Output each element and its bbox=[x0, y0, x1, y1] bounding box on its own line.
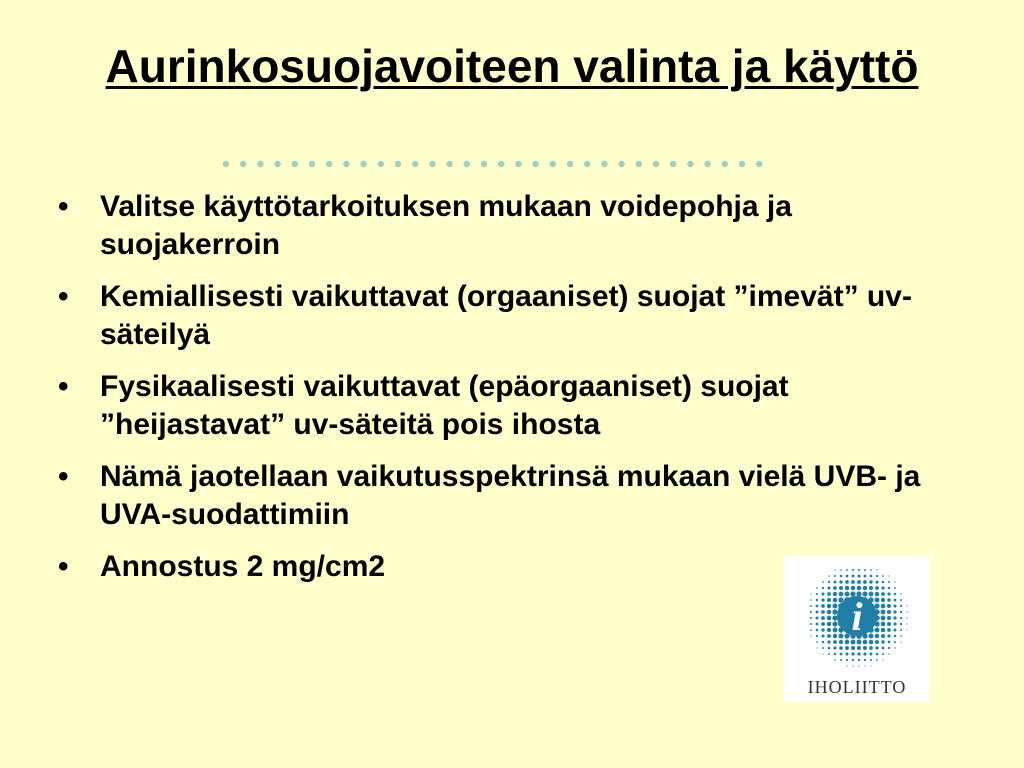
bullet-marker: • bbox=[58, 460, 69, 493]
bullet-marker: • bbox=[58, 190, 69, 223]
info-halftone-icon bbox=[784, 556, 930, 676]
bullet-marker: • bbox=[58, 280, 69, 313]
bullet-text: Kemiallisesti vaikuttavat (orgaaniset) suojat ”imevät” uv-säteilyä bbox=[100, 280, 912, 351]
bullet-marker: • bbox=[58, 370, 69, 403]
bullet-list bbox=[58, 188, 958, 600]
bullet-text: Valitse käyttötarkoituksen mukaan voidepohja ja suojakerroin bbox=[100, 190, 792, 261]
list-item bbox=[58, 458, 958, 534]
bullet-text: Nämä jaotellaan vaikutusspektrinsä mukaan vielä UVB- ja UVA-suodattimiin bbox=[100, 460, 921, 531]
list-item bbox=[58, 188, 958, 264]
slide-title: Aurinkosuojavoiteen valinta ja käyttö bbox=[105, 40, 919, 92]
logo-text: IHOLIITTO bbox=[807, 677, 907, 697]
list-item bbox=[58, 278, 958, 354]
iholiitto-logo bbox=[784, 556, 930, 702]
bullet-text: Annostus 2 mg/cm2 bbox=[100, 550, 386, 583]
logo-letter: i bbox=[851, 594, 863, 639]
bullet-marker: • bbox=[58, 550, 69, 583]
list-item bbox=[58, 368, 958, 444]
bullet-text: Fysikaalisesti vaikuttavat (epäorgaaniset) suojat ”heijastavat” uv-säteitä pois ihosta bbox=[100, 370, 789, 441]
dotted-divider bbox=[222, 158, 766, 170]
